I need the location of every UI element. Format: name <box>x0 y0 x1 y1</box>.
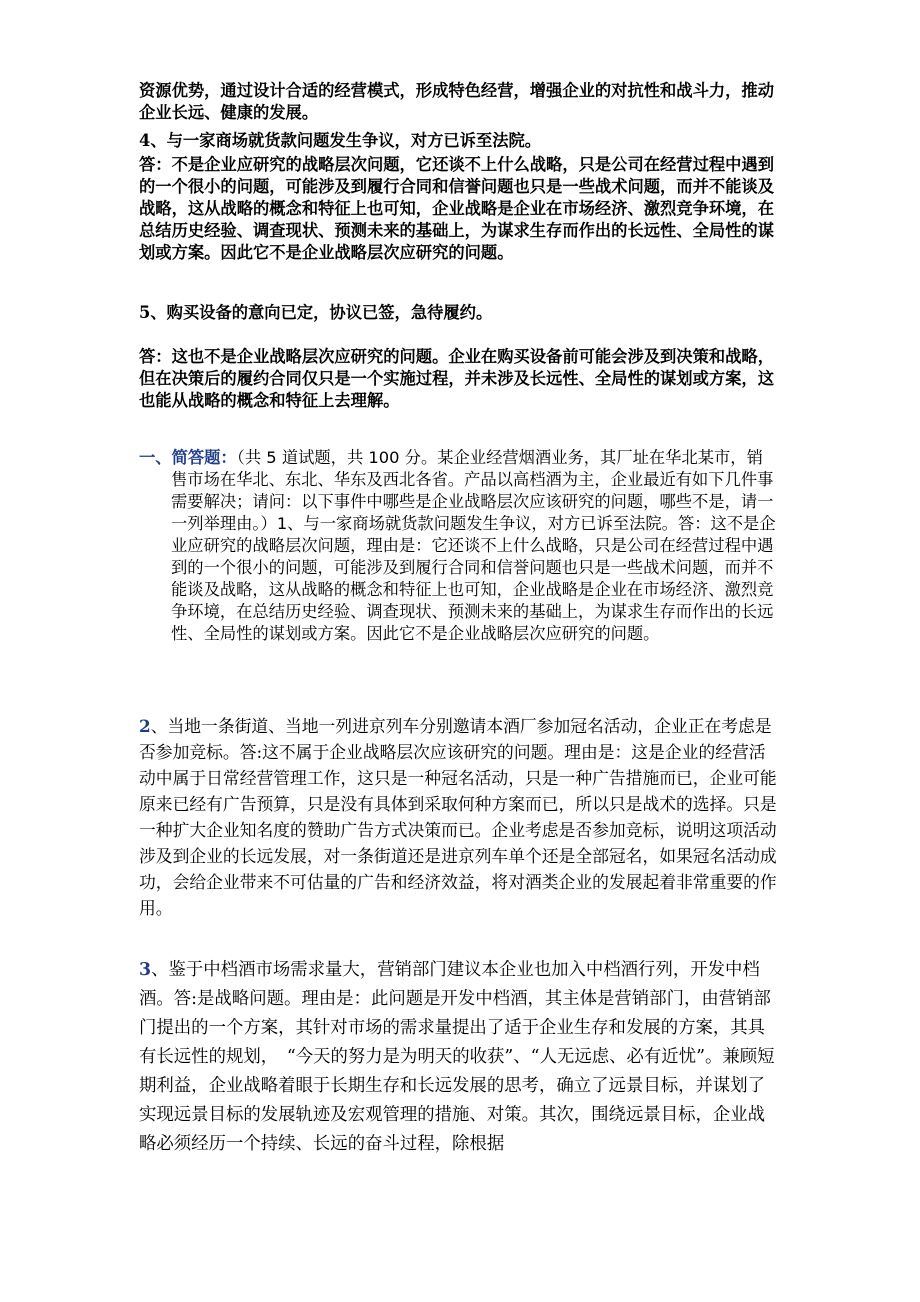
section-body: （共 5 道试题，共 100 分。某企业经营烟酒业务，其厂址在华北某市，销售市场在华北、东北、华东及西北各省。产品以高档酒为主，企业最近有如下几件事需要解决；请问：以下事件中哪些是企业战略层次应该研究的问题，哪些不是，请一一列举理由。）1、与一家商场就货款问题发生争议，对方已诉至法院。答：这不是企业应研究的战略层次问题，理由是：它还谈不上什么战略，只是公司在经营过程中遇到的一个很小的问题，可能涉及到履行合同和信誉问题也只是一些战术问题，而并不能谈及战略，这从战略的概念和特征上也可知，企业战略是企业在市场经济、激烈竞争环境，在总结历史经验、调查现状、预测未来的基础上，为谋求生存而作出的长远性、全局性的谋划或方案。因此它不是企业战略层次应研究的问题。 <box>171 448 776 643</box>
section-short-answer <box>139 447 779 645</box>
item-2-body: 、当地一条街道、当地一列进京列车分别邀请本酒厂参加冠名活动，企业正在考虑是否参加竞标。答:这不属于企业战略层次应该研究的问题。理由是：这是企业的经营活动中属于日常经营管理工作，这只是一种冠名活动，只是一种广告措施而已，企业可能原来已经有广告预算，只是没有具体到采取何种方案而已，所以只是战术的选择。只是一种扩大企业知名度的赞助广告方式决策而已。企业考虑是否参加竞标，说明这项活动涉及到企业的长远发展，对一条街道还是进京列车单个还是全部冠名，如果冠名活动成功，会给企业带来不可估量的广告和经济效益，将对酒类企业的发展起着非常重要的作用。 <box>139 716 777 918</box>
question-5: 5、购买设备的意向已定，协议已签，急待履约。 <box>139 303 493 322</box>
item-2 <box>139 713 779 921</box>
answer-5: 答：这也不是企业战略层次应研究的问题。企业在购买设备前可能会涉及到决策和战略，但在决策后的履约合同仅只是一个实施过程，并未涉及长远性、全局性的谋划或方案，这也能从战略的概念和特征上去理解。 <box>139 347 774 410</box>
paragraph-continuation: 资源优势，通过设计合适的经营模式，形成特色经营，增强企业的对抗性和战斗力，推动企业长远、健康的发展。 <box>139 81 774 122</box>
item-2-number: 2 <box>139 716 151 736</box>
item-3-number: 3 <box>139 960 152 980</box>
question-4: 4、与一家商场就货款问题发生争议，对方已诉至法院。 <box>139 131 542 150</box>
item-3 <box>139 956 779 1159</box>
section-label: 一、简答题： <box>139 448 237 467</box>
answer-4: 答：不是企业应研究的战略层次问题，它还谈不上什么战略，只是公司在经营过程中遇到的一个很小的问题，可能涉及到履行合同和信誉问题也只是一些战术问题，而并不能谈及战略，这从战略的概念和特征上也可知，企业战略是企业在市场经济、激烈竞争环境，在总结历史经验、调查现状、预测未来的基础上，为谋求生存而作出的长远性、全局性的谋划或方案。因此它不是企业战略层次应研究的问题。 <box>139 155 774 262</box>
item-3-body: 、鉴于中档酒市场需求量大，营销部门建议本企业也加入中档酒行列，开发中档酒。答:是战略问题。理由是：此问题是开发中档酒，其主体是营销部门，由营销部门提出的一个方案，其针对市场的需求量提出了适于企业生存和发展的方案，其具有长远性的规划， “今天的努力是为明天的收获”、“人无远虑、必有近忧”。兼顾短期利益，企业战略着眼于长期生存和长远发展的思考，确立了远景目标，并谋划了实现远景目标的发展轨迹及宏观管理的措施、对策。其次，围绕远景目标，企业战略必须经历一个持续、长远的奋斗过程，除根据 <box>139 960 775 1154</box>
